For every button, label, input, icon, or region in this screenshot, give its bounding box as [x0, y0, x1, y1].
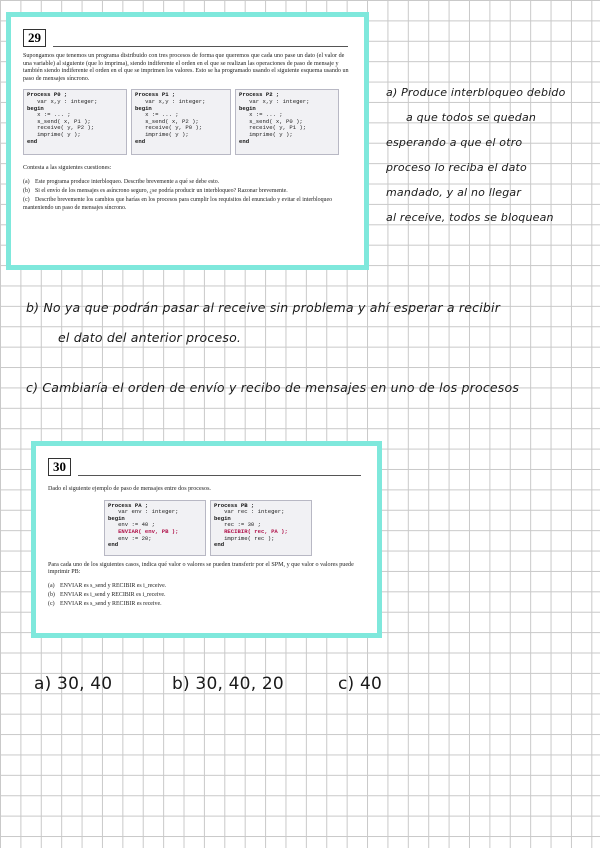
exercise-intro: Supongamos que tenemos un programa distribuido con tres procesos de forma que queremos que cada uno pase un dato (el valor de una variable) al siguiente (que lo imprima), siendo indiferente el orden en el que se realizan las operaciones de paso de mensaje y también siendo indiferente el orden en el que se imprimen los valores. Esto se ha programado usando el siguiente esquema usando un paso de mensajes síncrono. [23, 53, 349, 82]
question-a: (a) Este programa produce interbloqueo. Describe brevemente a qué se debe esto. [23, 178, 220, 185]
case-b: (b) ENVIAR es i_send y RECIBIR es i_receive. [48, 591, 166, 598]
handwritten-answer-30b: b) 30, 40, 20 [172, 674, 284, 694]
exercise-intro: Dado el siguiente ejemplo de paso de mensajes entre dos procesos. [48, 486, 211, 492]
handwritten-answer-a: a) Produce interbloqueo debido a que todos se quedan esperando a que el otro proceso lo reciba el dato mandado, y al no llegar al receive, todos se bloquean [386, 86, 566, 224]
question-c: (c) Describe brevemente los cambios que harías en los procesos para cumplir los requisitos del enunciado y evitar el interbloqueo manteniendo un paso de mensajes síncrono. [23, 197, 333, 211]
exercise-number: 29 [23, 29, 46, 47]
cases-prompt: Para cada uno de los siguientes casos, indica qué valor o valores se pueden transferir por el SPM, y que valor o valores puede imprimir PB: [48, 561, 354, 576]
handwritten-answer-b-line2: el dato del anterior proceso. [58, 330, 242, 345]
title-rule [53, 46, 348, 47]
handwritten-answer-30a: a) 30, 40 [34, 674, 113, 694]
process-pa-code: Process PA ; var env : integer; begin env := 40 ; ENVIAR( env, PB ); env := 20; end [104, 500, 206, 556]
process-code-row [104, 500, 367, 556]
exercise-30-excerpt [31, 441, 382, 638]
title-rule [78, 475, 361, 476]
questions-prompt: Contesta a las siguientes cuestiones: [23, 165, 112, 172]
case-c: (c) ENVIAR es s_send y RECIBIR es receive. [48, 601, 162, 608]
exercise-29-excerpt [6, 12, 369, 270]
process-pb-code: Process PB ; var rec : integer; begin rec := 30 ; RECIBIR( rec, PA ); imprime( rec ); end [210, 500, 312, 556]
exercise-number: 30 [48, 458, 71, 476]
case-a: (a) ENVIAR es s_send y RECIBIR es i_receive. [48, 582, 167, 589]
process-p0-code: Process P0 ; var x,y : integer; begin x := ... ; s_send( x, P1 ); receive( y, P2 ); imprime( y ); end [23, 89, 127, 155]
handwritten-answer-30c: c) 40 [338, 674, 383, 694]
handwritten-answer-b-line1: b) No ya que podrán pasar al receive sin problema y ahí esperar a recibir [26, 300, 501, 315]
process-p2-code: Process P2 ; var x,y : integer; begin x := ... ; s_send( x, P0 ); receive( y, P1 ); imprime( y ); end [235, 89, 339, 155]
question-b: (b) Si el envío de los mensajes es asíncrono seguro, ¿se podría producir un interbloqueo? Razonar brevemente. [23, 188, 288, 195]
handwritten-answer-c: c) Cambiaría el orden de envío y recibo de mensajes en uno de los procesos [26, 380, 520, 395]
process-p1-code: Process P1 ; var x,y : integer; begin x := ... ; s_send( x, P2 ); receive( y, P0 ); imprime( y ); end [131, 89, 231, 155]
process-code-row [23, 89, 354, 155]
